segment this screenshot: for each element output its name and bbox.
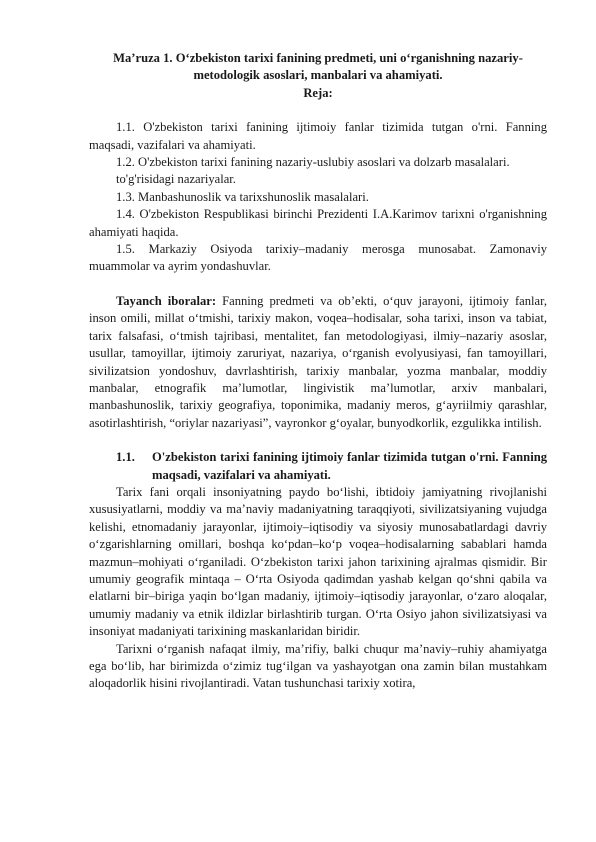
section-number: 1.1. <box>116 450 135 465</box>
keywords-label: Tayanch iboralar: <box>116 293 217 308</box>
plan-item-1-2: 1.2. O'zbekiston tarixi fanining nazariy-uslubiy asoslari va dolzarb masalalari. <box>116 155 510 170</box>
spacer <box>89 102 547 119</box>
keywords-paragraph <box>89 293 547 432</box>
keywords-text: Fanning predmeti va ob’ekti, o‘quv jarayoni, ijtimoiy fanlar, inson omili, millat o‘tmishi, tarixiy makon, voqea–hodisalar, soha tarixi, inson va tabiat, tarix falsafasi, o‘tmish tajribasi, mentalitet, fan metodologiyasi, ilmiy–nazariy asoslar, usullar, tamoyillar, ijtimoiy zaruriyat, nazariya, o‘rganish evolyusiyasi, fan tamoyillari, sivilizatsion yondoshuv, davrlashtirish, tarixiy manbalar, yozma manbalar, moddiy manbalar, etnografik ma’lumotlar, lingivistik ma’lumotlar, arxiv manbalari, manbashunoslik, tarixiy geografiya, toponimika, madaniy meros, g‘ayriilmiy qarashlar, asotirlashtirish, “oriylar nazariyasi”, vayronkor g‘oyalar, bunyodkorlik, ezgulikka intilish. <box>89 293 547 430</box>
lecture-title <box>83 50 553 85</box>
lecture-title-line-2: metodologik asoslari, manbalari va ahamiyati. <box>193 68 443 83</box>
spacer <box>89 432 547 449</box>
plan-item-1-3: 1.3. Manbashunoslik va tarixshunoslik masalalari. <box>116 189 369 204</box>
plan-list <box>89 119 547 276</box>
plan-item-1-4: 1.4. O'zbekiston Respublikasi birinchi Prezidenti I.A.Karimov tarixni o'rganishning ahamiyati haqida. <box>89 207 547 239</box>
body-paragraph-2: Tarixni o‘rganish nafaqat ilmiy, ma’rifiy, balki chuqur ma’naviy–ruhiy ahamiyatga ega bo‘lib, har birimizda o‘zimiz tug‘ilgan va yashayotgan ona zamin bilan mustahkam aloqadorlik hisini rivojlantiradi. Vatan tushunchasi tarixiy xotira, <box>89 641 547 691</box>
section-heading <box>116 449 547 484</box>
plan-item-1-5: 1.5. Markaziy Osiyoda tarixiy–madaniy merosga munosabat. Zamonaviy muammolar va ayrim yondashuvlar. <box>89 242 547 274</box>
lecture-title-line-1: Ma’ruza 1. O‘zbekiston tarixi fanining predmeti, uni o‘rganishning nazariy- <box>113 51 523 65</box>
body-paragraph-1: Tarix fani orqali insoniyatning paydo bo‘lishi, ibtidoiy jamiyatning rivojlanishi xususiyatlarni, moddiy va ma’naviy madaniyatning taraqqiyoti, sivilizatsiyaning vujudga kelishi, etnomadaniy jarayonlar, ijtimoiy–iqtisodiy va siyosiy munosabatlardagi davriy o‘zgarishlarning omillari, boshqa ko‘pdan–ko‘p voqea–hodisalarning sabablari hamda mazmun–mohiyati o‘rganiladi. O‘zbekiston tarixi jahon tarixining ajralmas qismidir. Bir umumiy geografik mintaqa – O‘rta Osiyoda qadimdan yashab kelgan qo‘shni qabila va elatlarni bir–biriga yaqin bo‘lgan madaniy, ijtimoiy–iqtisodiy jarayonlar, o‘zaro aloqalar, umumiy madaniy va etnik ildizlar birlashtirib turgan. O‘rta Osiyo jahon sivilizatsiyasi va insoniyat madaniyati tarixining maskanlaridan biridir. <box>89 484 547 639</box>
plan-item-1-2-continuation: to'g'risidagi nazariyalar. <box>116 172 236 187</box>
plan-heading: Reja: <box>303 85 333 100</box>
section-title: O'zbekiston tarixi fanining ijtimoiy fanlar tizimida tutgan o'rni. Fanning maqsadi, vazifalari va ahamiyati. <box>152 450 547 482</box>
plan-item-1-1: 1.1. O'zbekiston tarixi fanining ijtimoiy fanlar tizimida tutgan o'rni. Fanning maqsadi, vazifalari va ahamiyati. <box>89 120 547 152</box>
spacer <box>89 276 547 293</box>
